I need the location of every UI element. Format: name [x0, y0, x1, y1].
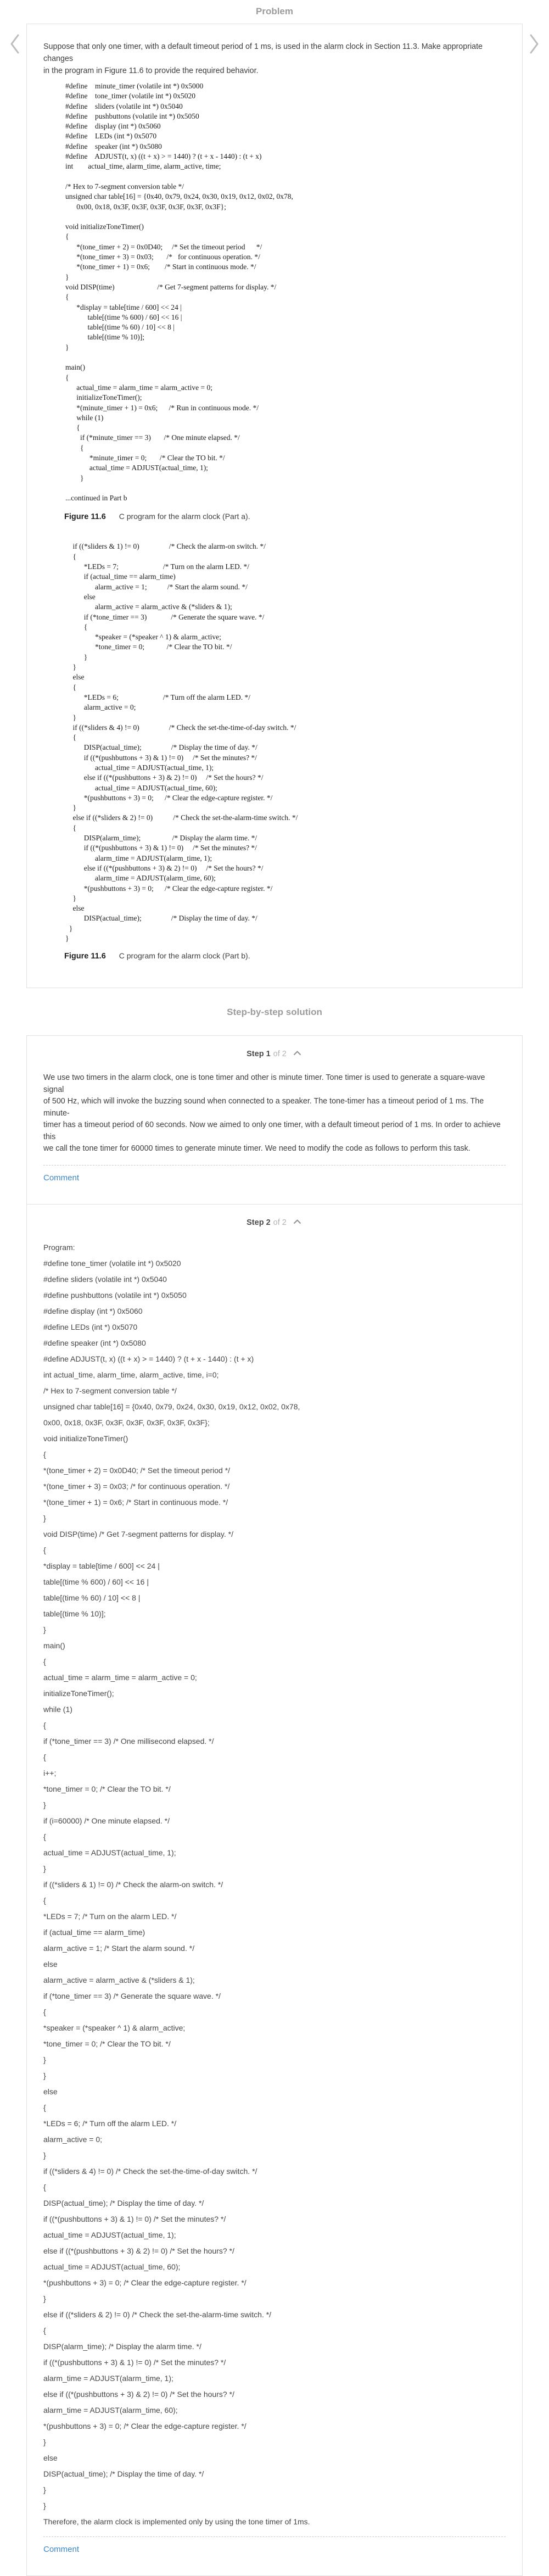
code-line: }: [65, 713, 76, 722]
code-line: DISP(alarm_time); /* Display the alarm time. */: [65, 834, 257, 843]
solution-code-line: {: [43, 1545, 46, 1554]
solution-card: [26, 1035, 523, 2576]
collapse-step-1-button[interactable]: [292, 1048, 302, 1058]
code-line: table[(time % 600) / 60] << 16 |: [65, 313, 182, 321]
solution-code-line: else: [43, 2087, 58, 2096]
code-line: if ((*sliders & 4) != 0) /* Check the set-the-time-of-day switch. */: [65, 723, 296, 732]
code-line: *(tone_timer + 3) = 0x03; /* for continuous operation. */: [65, 253, 260, 261]
code-line: #define speaker (int *) 0x5080: [65, 142, 162, 150]
step-text-line: We use two timers in the alarm clock, one is tone timer and other is minute timer. Tone timer is used to generate a square-wave signal: [43, 1073, 485, 1094]
code-line: DISP(actual_time); /* Display the time of day. */: [65, 914, 257, 923]
solution-code-line: *(tone_timer + 1) = 0x6; /* Start in continuous mode. */: [43, 1497, 228, 1507]
solution-code-line: /* Hex to 7-segment conversion table */: [43, 1386, 177, 1395]
code-line: *speaker = (*speaker ^ 1) & alarm_active;: [65, 633, 221, 642]
solution-code-line: int actual_time, alarm_time, alarm_active, time, i=0;: [43, 1370, 219, 1379]
solution-code-line: }: [43, 1513, 46, 1523]
code-line: {: [65, 683, 76, 692]
solution-code-line: table[(time % 60) / 10] << 8 |: [43, 1593, 141, 1602]
step-1-section: [27, 1036, 522, 1204]
solution-code-line: }: [43, 2294, 46, 2303]
solution-code-line: i++;: [43, 1768, 57, 1777]
problem-text-line: Suppose that only one timer, with a default timeout period of 1 ms, is used in the alarm clock in Section 11.3. Make appropriate changes: [43, 42, 483, 63]
code-line: }: [65, 934, 69, 943]
problem-card: [26, 24, 523, 988]
code-line: }: [65, 663, 76, 672]
code-line: {: [65, 232, 69, 241]
problem-statement: [43, 41, 506, 77]
solution-code-line: alarm_active = alarm_active & (*sliders & 1);: [43, 1975, 195, 1984]
step-2-header: [43, 1217, 506, 1228]
solution-code-line: {: [43, 2326, 46, 2335]
code-line: actual_time = alarm_time = alarm_active = 0;: [65, 383, 212, 392]
code-line: }: [65, 343, 69, 352]
code-line: #define sliders (volatile int *) 0x5040: [65, 102, 183, 110]
code-line: else if ((*sliders & 2) != 0) /* Check the set-the-alarm-time switch. */: [65, 813, 298, 822]
code-line: else if ((*(pushbuttons + 3) & 2) != 0) /* Set the hours? */: [65, 863, 264, 872]
solution-code-line: if ((*(pushbuttons + 3) & 1) != 0) /* Set the minutes? */: [43, 2357, 226, 2367]
code-line: [65, 353, 506, 363]
solution-code-line: if (i=60000) /* One minute elapsed. */: [43, 1816, 170, 1825]
solution-code-line: alarm_active = 0;: [43, 2134, 102, 2144]
solution-code-line: #define pushbuttons (volatile int *) 0x5050: [43, 1290, 187, 1300]
code-line: #define pushbuttons (volatile int *) 0x5050: [65, 111, 199, 120]
solution-code-line: else: [43, 1959, 58, 1969]
solution-code-line: 0x00, 0x18, 0x3F, 0x3F, 0x3F, 0x3F, 0x3F, 0x3F};: [43, 1418, 210, 1427]
code-line: int actual_time, alarm_time, alarm_active, time;: [65, 162, 221, 171]
solution-code-line: #define LEDs (int *) 0x5070: [43, 1322, 138, 1331]
code-line: {: [65, 733, 76, 742]
code-line: if (*tone_timer == 3) /* Generate the square wave. */: [65, 612, 265, 621]
solution-code-line: {: [43, 1832, 46, 1841]
solution-code-line: }: [43, 2437, 46, 2446]
solution-code-line: *display = table[time / 600] << 24 |: [43, 1561, 160, 1570]
code-line: *(pushbuttons + 3) = 0; /* Clear the edge-capture register. */: [65, 793, 273, 802]
code-line: if (*minute_timer == 3) /* One minute elapsed. */: [65, 433, 240, 442]
divider: [43, 1165, 506, 1166]
code-line: #define ADJUST(t, x) ((t + x) > = 1440) ? (t + x - 1440) : (t + x): [65, 152, 262, 161]
solution-code-line: if ((*sliders & 1) != 0) /* Check the alarm-on switch. */: [43, 1880, 223, 1889]
code-line: *tone_timer = 0; /* Clear the TO bit. */: [65, 643, 232, 651]
problem-text-line: in the program in Figure 11.6 to provide the required behavior.: [43, 66, 259, 75]
solution-code-line: else if ((*sliders & 2) != 0) /* Check the set-the-alarm-time switch. */: [43, 2310, 272, 2319]
solution-code-line: else: [43, 2453, 58, 2462]
solution-code-line: while (1): [43, 1704, 72, 1714]
solution-code-line: {: [43, 1449, 46, 1459]
step-of: of 2: [273, 1050, 287, 1059]
chevron-up-icon: [293, 1051, 301, 1056]
solution-code-line: main(): [43, 1641, 65, 1650]
solution-code-line: {: [43, 1895, 46, 1905]
code-line: [65, 483, 506, 493]
chevron-left-icon: [9, 33, 21, 55]
solution-code-line: if ((*(pushbuttons + 3) & 1) != 0) /* Set the minutes? */: [43, 2214, 226, 2223]
solution-code-line: *speaker = (*speaker ^ 1) & alarm_active;: [43, 2023, 186, 2032]
step-label: Step 2: [247, 1218, 271, 1227]
step-text-line: timer has a timeout period of 60 seconds. Now we aimed to only one timer, with a default timeout period of 1 ms. In order to achieve this: [43, 1120, 501, 1141]
solution-code-line: unsigned char table[16] = {0x40, 0x79, 0x24, 0x30, 0x19, 0x12, 0x02, 0x78,: [43, 1402, 300, 1411]
solution-code-line: table[(time % 10)];: [43, 1609, 106, 1618]
solution-code-line: if ((*sliders & 4) != 0) /* Check the set-the-time-of-day switch. */: [43, 2166, 257, 2176]
solution-code-line: initializeToneTimer();: [43, 1688, 114, 1698]
code-line: alarm_active = 1; /* Start the alarm sound. */: [65, 582, 248, 591]
code-line: *minute_timer = 0; /* Clear the TO bit. */: [65, 453, 225, 462]
solution-code-line: if (actual_time == alarm_time): [43, 1927, 145, 1937]
code-line: unsigned char table[16] = {0x40, 0x79, 0x24, 0x30, 0x19, 0x12, 0x02, 0x78,: [65, 192, 293, 201]
solution-code-line: *(pushbuttons + 3) = 0; /* Clear the edge-capture register. */: [43, 2421, 247, 2430]
code-line: ...continued in Part b: [65, 494, 127, 503]
step-text-line: we call the tone timer for 60000 times to generate minute timer. We need to modify the code as follows to perform this task.: [43, 1144, 470, 1153]
code-line: main(): [65, 363, 85, 372]
divider: [43, 2536, 506, 2537]
solution-code-line: *(tone_timer + 2) = 0x0D40; /* Set the timeout period */: [43, 1465, 231, 1475]
code-line: actual_time = ADJUST(actual_time, 60);: [65, 783, 217, 792]
code-line: /* Hex to 7-segment conversion table */: [65, 182, 184, 191]
step-1-text: [43, 1072, 506, 1155]
figure-caption-a: [64, 512, 506, 523]
code-line: void DISP(time) /* Get 7-segment patterns for display. */: [65, 282, 277, 291]
solution-code-line: {: [43, 2182, 46, 2192]
solution-code-line: {: [43, 2103, 46, 2112]
code-line: void initializeToneTimer(): [65, 222, 144, 231]
code-line: 0x00, 0x18, 0x3F, 0x3F, 0x3F, 0x3F, 0x3F, 0x3F};: [65, 202, 226, 211]
solution-code-line: void DISP(time) /* Get 7-segment patterns for display. */: [43, 1529, 233, 1538]
solution-code-line: Program:: [43, 1242, 75, 1252]
code-line: {: [65, 443, 84, 452]
solution-code-line: alarm_time = ADJUST(alarm_time, 60);: [43, 2405, 178, 2415]
solution-code-line: {: [43, 2007, 46, 2016]
code-line: while (1): [65, 413, 104, 422]
solution-code-line: actual_time = ADJUST(actual_time, 60);: [43, 2262, 181, 2271]
solution-code-line: alarm_time = ADJUST(alarm_time, 1);: [43, 2373, 173, 2383]
solution-code-line: #define sliders (volatile int *) 0x5040: [43, 1274, 167, 1284]
code-line: *display = table[time / 600] << 24 |: [65, 303, 182, 311]
code-line: actual_time = ADJUST(actual_time, 1);: [65, 763, 214, 772]
solution-code-line: }: [43, 1625, 46, 1634]
solution-code-line: #define tone_timer (volatile int *) 0x5020: [43, 1258, 181, 1268]
code-line: DISP(actual_time); /* Display the time of day. */: [65, 743, 257, 752]
prev-problem-button[interactable]: [5, 32, 24, 56]
solution-code-line: *(pushbuttons + 3) = 0; /* Clear the edge-capture register. */: [43, 2278, 247, 2287]
solution-heading: Step-by-step solution: [227, 1007, 322, 1018]
solution-code-line: #define ADJUST(t, x) ((t + x) > = 1440) ? (t + x - 1440) : (t + x): [43, 1354, 254, 1363]
code-line: {: [65, 622, 88, 631]
code-line: *(tone_timer + 2) = 0x0D40; /* Set the timeout period */: [65, 242, 262, 251]
solution-code-line: *(tone_timer + 3) = 0x03; /* for continuous operation. */: [43, 1481, 230, 1491]
step-1-header: [43, 1048, 506, 1059]
solution-code-line: actual_time = alarm_time = alarm_active = 0;: [43, 1672, 197, 1682]
code-line: }: [65, 894, 76, 902]
code-line: }: [65, 924, 73, 933]
solution-code-line: {: [43, 1657, 46, 1666]
code-line: table[(time % 10)];: [65, 333, 144, 342]
code-line: else if ((*(pushbuttons + 3) & 2) != 0) /* Set the hours? */: [65, 773, 264, 782]
solution-code-line: alarm_active = 1; /* Start the alarm sound. */: [43, 1943, 195, 1953]
solution-code-line: if (*tone_timer == 3) /* Generate the square wave. */: [43, 1991, 221, 2000]
solution-code-line: }: [43, 2485, 46, 2494]
code-line: }: [65, 473, 84, 482]
code-line: [65, 172, 506, 182]
step-label: Step 1: [247, 1050, 271, 1059]
code-line: alarm_time = ADJUST(alarm_time, 60);: [65, 874, 216, 883]
solution-code-line: {: [43, 1752, 46, 1761]
solution-code-line: void initializeToneTimer(): [43, 1434, 128, 1443]
solution-code-line: #define display (int *) 0x5060: [43, 1306, 143, 1315]
solution-code-line: DISP(actual_time); /* Display the time of day. */: [43, 2469, 204, 2478]
code-line: *(tone_timer + 1) = 0x6; /* Start in continuous mode. */: [65, 263, 256, 271]
code-line: if (actual_time == alarm_time): [65, 572, 176, 581]
figure-label: Figure 11.6: [64, 952, 106, 961]
solution-code-line: }: [43, 2071, 46, 2080]
solution-code-line: *tone_timer = 0; /* Clear the TO bit. */: [43, 1784, 171, 1793]
code-line: {: [65, 823, 76, 832]
code-line: alarm_active = 0;: [65, 703, 136, 712]
chevron-right-icon: [528, 33, 540, 55]
step-of: of 2: [273, 1218, 287, 1227]
figure-code-part-b: [65, 542, 506, 944]
solution-code-line: actual_time = ADJUST(actual_time, 1);: [43, 2230, 176, 2239]
solution-code-line: {: [43, 1720, 46, 1730]
code-line: *LEDs = 6; /* Turn off the alarm LED. */: [65, 693, 250, 701]
comment-link[interactable]: Comment: [43, 2544, 80, 2554]
figure-caption-text: C program for the alarm clock (Part b).: [119, 951, 250, 961]
code-line: if ((*(pushbuttons + 3) & 1) != 0) /* Set the minutes? */: [65, 844, 257, 852]
collapse-step-2-button[interactable]: [292, 1217, 302, 1227]
figure-caption-b: [64, 951, 506, 962]
code-line: actual_time = ADJUST(actual_time, 1);: [65, 464, 208, 472]
solution-code-line: if (*tone_timer == 3) /* One millisecond elapsed. */: [43, 1736, 214, 1746]
step-2-code: [43, 1240, 506, 2530]
code-line: *LEDs = 7; /* Turn on the alarm LED. */: [65, 562, 249, 571]
solution-code-line: }: [43, 1864, 46, 1873]
code-line: *(pushbuttons + 3) = 0; /* Clear the edge-capture register. */: [65, 884, 273, 893]
code-line: {: [65, 423, 80, 432]
solution-code-line: DISP(actual_time); /* Display the time of day. */: [43, 2198, 204, 2207]
code-line: }: [65, 272, 69, 281]
problem-heading: Problem: [255, 6, 294, 16]
figure-caption-text: C program for the alarm clock (Part a).: [119, 512, 250, 521]
code-line: *(minute_timer + 1) = 0x6; /* Run in continuous mode. */: [65, 403, 259, 412]
next-problem-button[interactable]: [525, 32, 544, 56]
step-text-line: of 500 Hz, which will invoke the buzzing sound when connected to a speaker. The tone-timer has a timeout period of 1 ms. The minute-: [43, 1097, 484, 1118]
solution-code-line: Therefore, the alarm clock is implemented only by using the tone timer of 1ms.: [43, 2517, 310, 2526]
code-line: }: [65, 804, 76, 812]
code-line: if ((*sliders & 1) != 0) /* Check the alarm-on switch. */: [65, 542, 266, 551]
code-line: if ((*(pushbuttons + 3) & 1) != 0) /* Set the minutes? */: [65, 753, 257, 762]
solution-code-line: }: [43, 2150, 46, 2160]
code-line: {: [65, 293, 69, 302]
solution-code-line: }: [43, 2055, 46, 2064]
code-line: else: [65, 904, 85, 913]
code-line: #define minute_timer (volatile int *) 0x5000: [65, 82, 204, 90]
code-line: #define LEDs (int *) 0x5070: [65, 132, 157, 141]
code-line: else: [65, 673, 85, 682]
code-line: else: [65, 592, 96, 601]
solution-code-line: #define speaker (int *) 0x5080: [43, 1338, 146, 1347]
solution-code-line: *LEDs = 7; /* Turn on the alarm LED. */: [43, 1911, 177, 1921]
solution-code-line: else if ((*(pushbuttons + 3) & 2) != 0) /* Set the hours? */: [43, 2246, 234, 2255]
code-line: alarm_active = alarm_active & (*sliders & 1);: [65, 603, 232, 611]
solution-code-line: actual_time = ADJUST(actual_time, 1);: [43, 1848, 176, 1857]
solution-code-line: DISP(alarm_time); /* Display the alarm time. */: [43, 2341, 201, 2351]
solution-code-line: else if ((*(pushbuttons + 3) & 2) != 0) /* Set the hours? */: [43, 2389, 234, 2399]
code-line: #define tone_timer (volatile int *) 0x5020: [65, 92, 195, 101]
solution-code-line: table[(time % 600) / 60] << 16 |: [43, 1577, 149, 1586]
code-line: {: [65, 552, 76, 561]
code-line: table[(time % 60) / 10] << 8 |: [65, 323, 175, 332]
figure-code-part-a: [65, 81, 506, 503]
figure-label: Figure 11.6: [64, 512, 106, 522]
solution-code-line: }: [43, 1800, 46, 1809]
step-2-section: [27, 1204, 522, 2575]
code-line: [65, 212, 506, 222]
solution-code-line: *tone_timer = 0; /* Clear the TO bit. */: [43, 2039, 171, 2048]
solution-code-line: }: [43, 2501, 46, 2510]
code-line: }: [65, 653, 88, 661]
solution-code-line: *LEDs = 6; /* Turn off the alarm LED. */: [43, 2118, 177, 2128]
code-line: alarm_time = ADJUST(alarm_time, 1);: [65, 854, 212, 862]
comment-link[interactable]: Comment: [43, 1173, 80, 1183]
code-line: #define display (int *) 0x5060: [65, 122, 161, 131]
code-line: initializeToneTimer();: [65, 393, 142, 402]
chevron-up-icon: [293, 1219, 301, 1224]
code-line: {: [65, 373, 69, 382]
